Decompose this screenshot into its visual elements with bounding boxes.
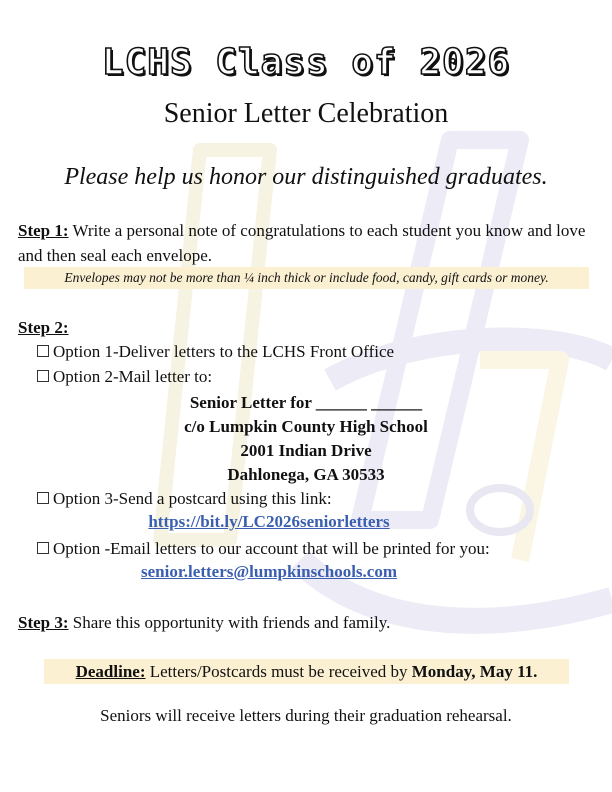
step-1-text: Write a personal note of congratulations to each student you know and love and then seal each envelope. [18, 221, 586, 265]
address-line-1: Senior Letter for ______ ______ [189, 393, 423, 412]
checkbox-icon[interactable] [37, 345, 49, 357]
step-2-label-text: Step 2: [18, 318, 69, 337]
address-line-4: Dahlonega, GA 30533 [227, 465, 385, 484]
deadline-label: Deadline: [75, 662, 146, 681]
checkbox-icon[interactable] [37, 542, 49, 554]
step-2-label [18, 315, 69, 340]
option-2[interactable] [37, 365, 212, 389]
option-3[interactable] [37, 487, 332, 511]
option-1[interactable] [37, 340, 394, 364]
deadline-date: Monday, May 11. [411, 662, 538, 681]
step-1 [18, 218, 598, 268]
email-link[interactable]: senior.letters@lumpkinschools.com [140, 562, 398, 581]
address-line-3: 2001 Indian Drive [240, 441, 372, 460]
option-4[interactable] [37, 537, 490, 561]
option-1-label: Option 1-Deliver letters to the LCHS Front Office [53, 342, 395, 361]
step-3-label: Step 3: [18, 613, 69, 632]
page-title: LCHS Class of 2026 [101, 42, 511, 83]
footer-note: Seniors will receive letters during their graduation rehearsal. [100, 706, 512, 725]
step-3-text: Share this opportunity with friends and family. [68, 613, 391, 632]
page-subtitle: Senior Letter Celebration [163, 98, 449, 129]
option-2-label: Option 2-Mail letter to: [53, 367, 213, 386]
step-3 [18, 610, 390, 635]
option-3-label: Option 3-Send a postcard using this link: [53, 489, 332, 508]
tagline: Please help us honor our distinguished graduates. [64, 164, 548, 190]
envelope-note: Envelopes may not be more than ¼ inch thick or include food, candy, gift cards or money. [24, 267, 589, 289]
checkbox-icon[interactable] [37, 370, 49, 382]
address-line-2: c/o Lumpkin County High School [184, 417, 428, 436]
deadline-text: Letters/Postcards must be received by [145, 662, 412, 681]
postcard-link[interactable]: https://bit.ly/LC2026seniorletters [148, 512, 390, 531]
checkbox-icon[interactable] [37, 492, 49, 504]
deadline-banner [44, 659, 569, 684]
option-4-label: Option -Email letters to our account that will be printed for you: [53, 539, 490, 558]
step-1-label: Step 1: [18, 221, 69, 240]
